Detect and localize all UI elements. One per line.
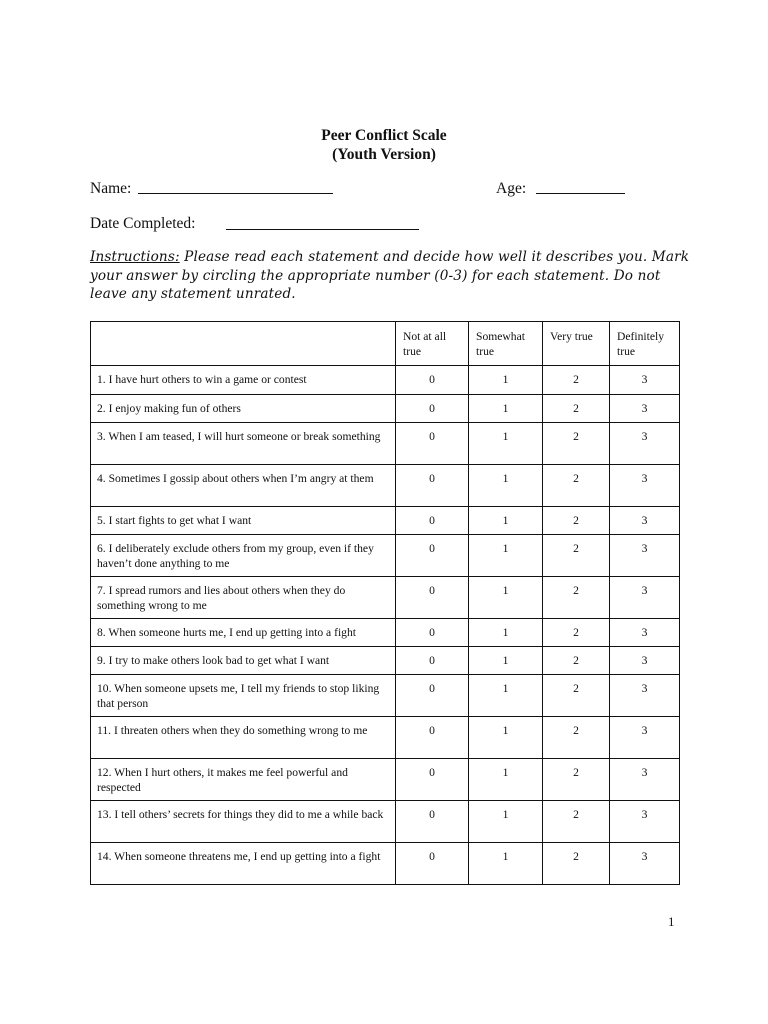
rating-option[interactable]: 3: [610, 465, 680, 507]
rating-option[interactable]: 2: [543, 647, 610, 675]
header-very-true: Very true: [543, 322, 610, 366]
rating-option[interactable]: 0: [396, 675, 469, 717]
date-completed-field[interactable]: [226, 229, 419, 230]
statement-cell: 11. I threaten others when they do something wrong to me: [91, 717, 396, 759]
rating-option[interactable]: 0: [396, 759, 469, 801]
rating-option[interactable]: 1: [469, 717, 543, 759]
instructions-label: Instructions:: [90, 249, 180, 265]
table-row: [91, 843, 680, 885]
rating-option[interactable]: 1: [469, 395, 543, 423]
rating-option[interactable]: 1: [469, 577, 543, 619]
table-header-row: [91, 322, 680, 366]
table-row: [91, 535, 680, 577]
name-label: Name:: [90, 180, 132, 197]
table-row: [91, 801, 680, 843]
rating-option[interactable]: 1: [469, 423, 543, 465]
rating-option[interactable]: 0: [396, 801, 469, 843]
rating-option[interactable]: 3: [610, 717, 680, 759]
rating-option[interactable]: 2: [543, 717, 610, 759]
table-row: [91, 717, 680, 759]
rating-option[interactable]: 2: [543, 507, 610, 535]
rating-option[interactable]: 3: [610, 366, 680, 395]
table-row: [91, 507, 680, 535]
rating-option[interactable]: 2: [543, 675, 610, 717]
rating-option[interactable]: 0: [396, 647, 469, 675]
rating-option[interactable]: 0: [396, 507, 469, 535]
table-row: [91, 675, 680, 717]
statement-cell: 5. I start fights to get what I want: [91, 507, 396, 535]
statement-cell: 9. I try to make others look bad to get what I want: [91, 647, 396, 675]
table-row: [91, 366, 680, 395]
rating-option[interactable]: 0: [396, 717, 469, 759]
statement-cell: 3. When I am teased, I will hurt someone or break something: [91, 423, 396, 465]
document-subtitle: (Youth Version): [332, 146, 436, 163]
rating-option[interactable]: 3: [610, 675, 680, 717]
rating-option[interactable]: 3: [610, 843, 680, 885]
rating-option[interactable]: 1: [469, 507, 543, 535]
instructions: [90, 248, 690, 304]
rating-option[interactable]: 2: [543, 619, 610, 647]
rating-option[interactable]: 2: [543, 395, 610, 423]
page-number: 1: [668, 914, 675, 929]
statement-cell: 12. When I hurt others, it makes me feel powerful and respected: [91, 759, 396, 801]
rating-option[interactable]: 1: [469, 366, 543, 395]
statement-cell: 10. When someone upsets me, I tell my friends to stop liking that person: [91, 675, 396, 717]
rating-option[interactable]: 2: [543, 423, 610, 465]
header-somewhat-true: Somewhat true: [469, 322, 543, 366]
rating-option[interactable]: 0: [396, 395, 469, 423]
rating-option[interactable]: 1: [469, 465, 543, 507]
rating-option[interactable]: 0: [396, 619, 469, 647]
statement-cell: 4. Sometimes I gossip about others when I’m angry at them: [91, 465, 396, 507]
statement-cell: 13. I tell others’ secrets for things they did to me a while back: [91, 801, 396, 843]
table-row: [91, 759, 680, 801]
rating-option[interactable]: 3: [610, 647, 680, 675]
rating-option[interactable]: 0: [396, 465, 469, 507]
header-definitely-true: Definitely true: [610, 322, 680, 366]
header-not-at-all-true: Not at all true: [396, 322, 469, 366]
rating-option[interactable]: 0: [396, 577, 469, 619]
rating-option[interactable]: 1: [469, 675, 543, 717]
statement-cell: 2. I enjoy making fun of others: [91, 395, 396, 423]
table-row: [91, 647, 680, 675]
rating-option[interactable]: 2: [543, 759, 610, 801]
table-row: [91, 423, 680, 465]
date-completed-label: Date Completed:: [90, 215, 196, 232]
statement-cell: 8. When someone hurts me, I end up getting into a fight: [91, 619, 396, 647]
rating-option[interactable]: 3: [610, 423, 680, 465]
rating-option[interactable]: 2: [543, 535, 610, 577]
rating-option[interactable]: 3: [610, 759, 680, 801]
rating-option[interactable]: 3: [610, 801, 680, 843]
statement-cell: 7. I spread rumors and lies about others when they do something wrong to me: [91, 577, 396, 619]
rating-option[interactable]: 2: [543, 465, 610, 507]
rating-option[interactable]: 1: [469, 801, 543, 843]
rating-option[interactable]: 3: [610, 535, 680, 577]
rating-option[interactable]: 0: [396, 366, 469, 395]
rating-option[interactable]: 2: [543, 577, 610, 619]
rating-option[interactable]: 0: [396, 843, 469, 885]
rating-table: [90, 321, 680, 885]
age-label: Age:: [496, 180, 527, 197]
statement-cell: 14. When someone threatens me, I end up getting into a fight: [91, 843, 396, 885]
instructions-text: Please read each statement and decide how well it describes you. Mark your answer by circling the appropriate number (0-3) for each statement. Do not leave any statement unrated.: [90, 249, 690, 302]
rating-option[interactable]: 2: [543, 843, 610, 885]
rating-option[interactable]: 1: [469, 647, 543, 675]
table-row: [91, 395, 680, 423]
document-title: Peer Conflict Scale: [321, 127, 447, 144]
rating-option[interactable]: 3: [610, 577, 680, 619]
rating-option[interactable]: 3: [610, 619, 680, 647]
table-row: [91, 465, 680, 507]
table-row: [91, 619, 680, 647]
statement-cell: 6. I deliberately exclude others from my group, even if they haven’t done anything to me: [91, 535, 396, 577]
table-row: [91, 577, 680, 619]
name-field[interactable]: [138, 193, 333, 194]
rating-option[interactable]: 0: [396, 423, 469, 465]
rating-option[interactable]: 1: [469, 535, 543, 577]
rating-option[interactable]: 3: [610, 507, 680, 535]
header-statement: [91, 322, 396, 366]
rating-option[interactable]: 0: [396, 535, 469, 577]
rating-option[interactable]: 2: [543, 366, 610, 395]
rating-option[interactable]: 3: [610, 395, 680, 423]
rating-option[interactable]: 1: [469, 843, 543, 885]
rating-option[interactable]: 2: [543, 801, 610, 843]
age-field[interactable]: [536, 193, 625, 194]
rating-option[interactable]: 1: [469, 619, 543, 647]
statement-cell: 1. I have hurt others to win a game or contest: [91, 366, 396, 395]
rating-option[interactable]: 1: [469, 759, 543, 801]
